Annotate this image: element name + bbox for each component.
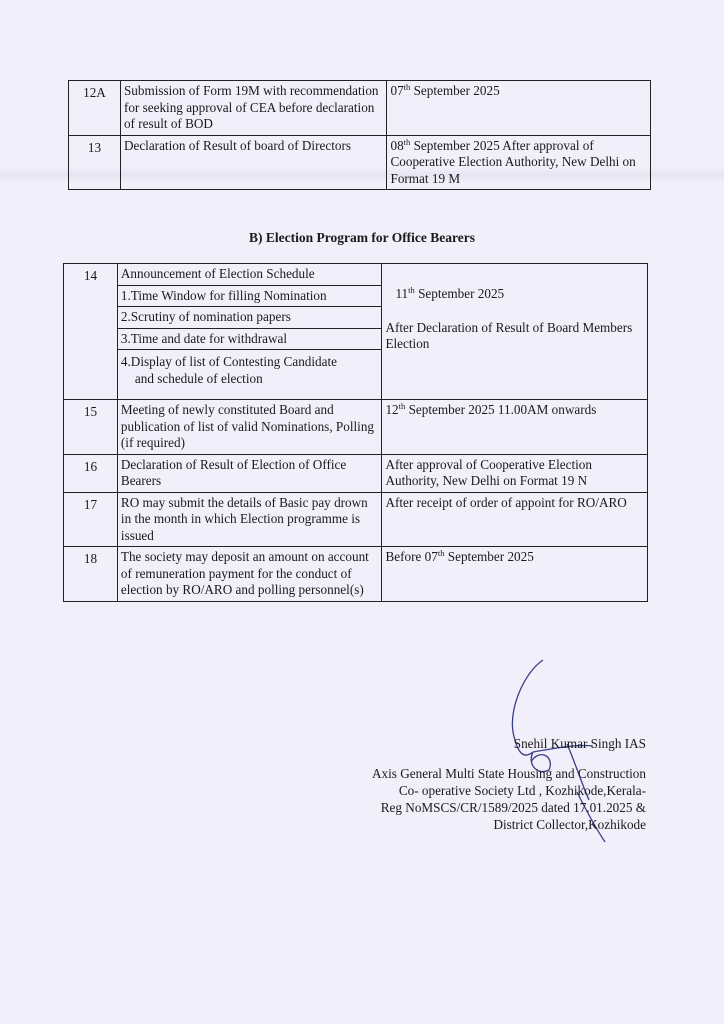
- activity-cell: RO may submit the details of Basic pay drown in the month in which Election programme is issued: [117, 492, 382, 547]
- row-number: 17: [64, 492, 118, 547]
- row-number: 18: [64, 547, 118, 602]
- list-item: 3.Time and date for withdrawal: [118, 329, 382, 351]
- table-row: [64, 492, 648, 547]
- list-item-line: and schedule of election: [134, 370, 263, 386]
- table-row: [69, 81, 651, 136]
- row-number: 12A: [69, 81, 121, 136]
- signature-block: [372, 735, 646, 833]
- table-row: [69, 135, 651, 190]
- signatory-name: Snehil Kumar Singh IAS: [513, 736, 646, 751]
- table-row: [64, 547, 648, 602]
- list-item: 2.Scrutiny of nomination papers: [118, 307, 382, 329]
- date-cell: After approval of Cooperative Election Authority, New Delhi on Format 19 N: [382, 454, 648, 492]
- signatory-line: Reg NoMSCS/CR/1589/2025 dated 17.01.2025 &: [380, 800, 646, 815]
- activity-cell: The society may deposit an amount on account of remuneration payment for the conduct of election by RO/ARO and polling personnel(s): [117, 547, 382, 602]
- row-number: 13: [69, 135, 121, 190]
- date-cell: 08th September 2025 After approval of Cooperative Election Authority, New Delhi on Format 19 M: [387, 135, 651, 190]
- signatory-line: Axis General Multi State Housing and Construction: [372, 766, 646, 781]
- office-bearers-table: [63, 263, 648, 602]
- list-item-line: 4.Display of list of Contesting Candidate: [120, 354, 338, 369]
- date-note: After Declaration of Result of Board Members Election: [385, 319, 633, 351]
- list-item: Announcement of Election Schedule: [118, 266, 382, 286]
- signatory-line: District Collector,Kozhikode: [493, 817, 646, 832]
- list-item: 1.Time Window for filling Nomination: [118, 286, 382, 308]
- date-cell: 12th September 2025 11.00AM onwards: [382, 400, 648, 455]
- activity-cell: Meeting of newly constituted Board and publication of list of valid Nominations, Polling (if required): [117, 400, 382, 455]
- row-number: 14: [64, 264, 118, 400]
- row-number: 16: [64, 454, 118, 492]
- activity-cell: Submission of Form 19M with recommendation for seeking approval of CEA before declaration of result of BOD: [120, 81, 387, 136]
- date-cell: After receipt of order of appoint for RO/ARO: [382, 492, 648, 547]
- date-cell: 07th September 2025: [387, 81, 651, 136]
- list-item: [118, 350, 382, 389]
- activity-cell: Declaration of Result of board of Directors: [120, 135, 387, 190]
- row-number: 15: [64, 400, 118, 455]
- table-row: [64, 264, 648, 400]
- date-cell: Before 07th September 2025: [382, 547, 648, 602]
- date-cell: [382, 264, 648, 400]
- activity-list-cell: [117, 264, 382, 400]
- activity-cell: Declaration of Result of Election of Office Bearers: [117, 454, 382, 492]
- signatory-line: Co- operative Society Ltd , Kozhikode,Kerala-: [398, 783, 646, 798]
- schedule-table-top: [68, 80, 651, 190]
- table-row: [64, 400, 648, 455]
- section-b-heading: B) Election Program for Office Bearers: [248, 230, 476, 245]
- date-text: 11th September 2025: [395, 285, 505, 301]
- table-row: [64, 454, 648, 492]
